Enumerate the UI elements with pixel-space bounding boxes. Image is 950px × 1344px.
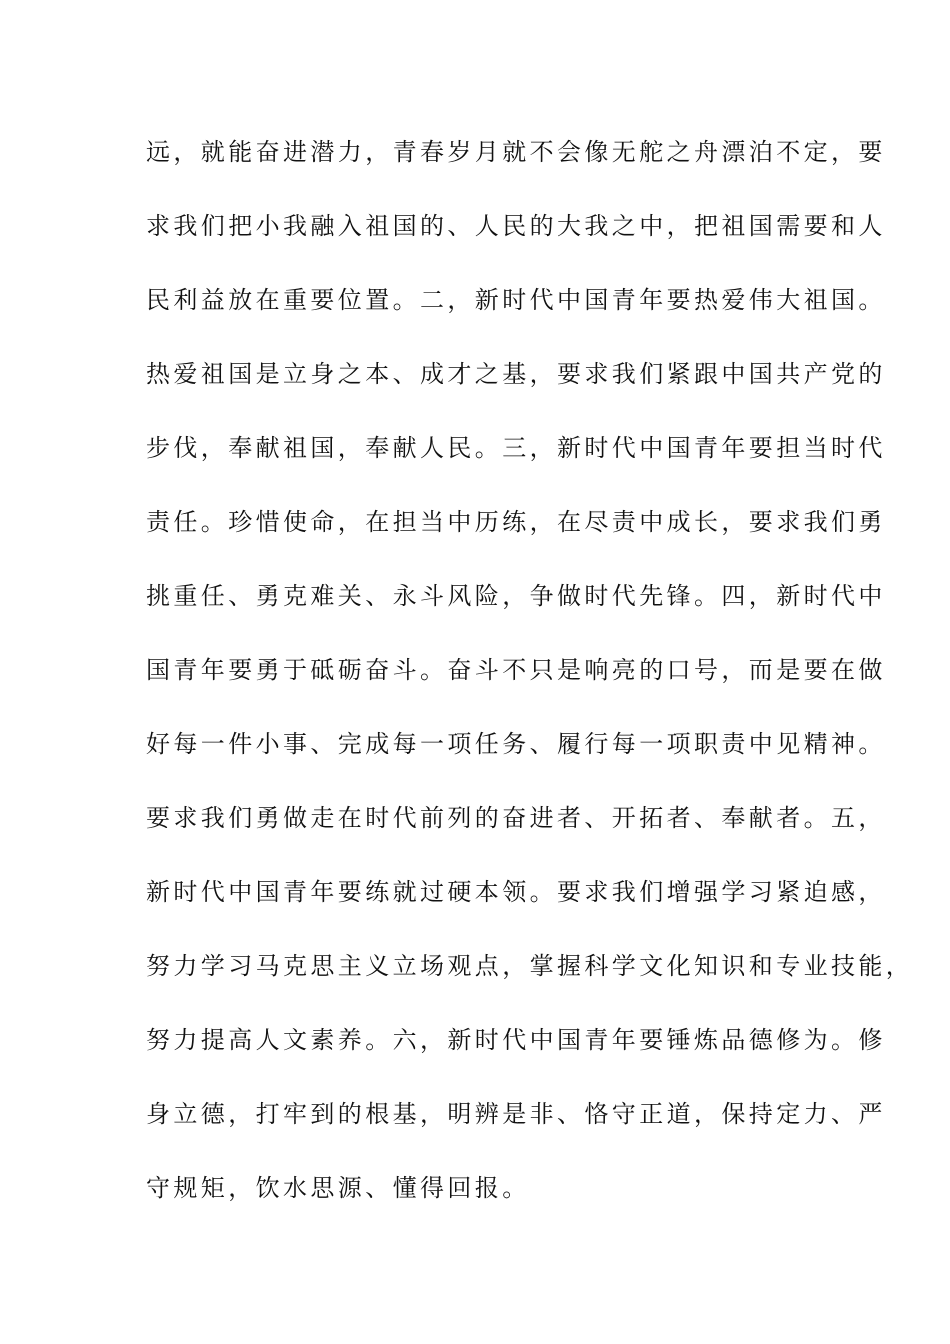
text-line-10: 要求我们勇做走在时代前列的奋进者、开拓者、奉献者。五， bbox=[146, 804, 886, 832]
text-line-7: 挑重任、勇克难关、永斗风险，争做时代先锋。四，新时代中 bbox=[146, 582, 886, 610]
text-line-15: 守规矩，饮水思源、懂得回报。 bbox=[146, 1174, 530, 1202]
text-line-8: 国青年要勇于砥砺奋斗。奋斗不只是响亮的口号，而是要在做 bbox=[146, 656, 886, 684]
text-line-6: 责任。珍惜使命，在担当中历练，在尽责中成长，要求我们勇 bbox=[146, 508, 886, 536]
text-line-5: 步伐，奉献祖国，奉献人民。三，新时代中国青年要担当时代 bbox=[146, 434, 886, 462]
text-line-4: 热爱祖国是立身之本、成才之基，要求我们紧跟中国共产党的 bbox=[146, 360, 886, 388]
text-line-1: 远，就能奋进潜力，青春岁月就不会像无舵之舟漂泊不定，要 bbox=[146, 138, 886, 166]
body-text bbox=[146, 126, 914, 1236]
text-line-14: 身立德，打牢到的根基，明辨是非、恪守正道，保持定力、严 bbox=[146, 1100, 886, 1128]
text-line-2: 求我们把小我融入祖国的、人民的大我之中，把祖国需要和人 bbox=[146, 212, 886, 240]
text-line-13: 努力提高人文素养。六，新时代中国青年要锤炼品德修为。修 bbox=[146, 1026, 886, 1054]
text-line-9: 好每一件小事、完成每一项任务、履行每一项职责中见精神。 bbox=[146, 730, 886, 758]
text-line-12: 努力学习马克思主义立场观点，掌握科学文化知识和专业技能， bbox=[146, 952, 914, 980]
text-line-11: 新时代中国青年要练就过硬本领。要求我们增强学习紧迫感， bbox=[146, 878, 886, 906]
text-line-3: 民利益放在重要位置。二，新时代中国青年要热爱伟大祖国。 bbox=[146, 286, 886, 314]
